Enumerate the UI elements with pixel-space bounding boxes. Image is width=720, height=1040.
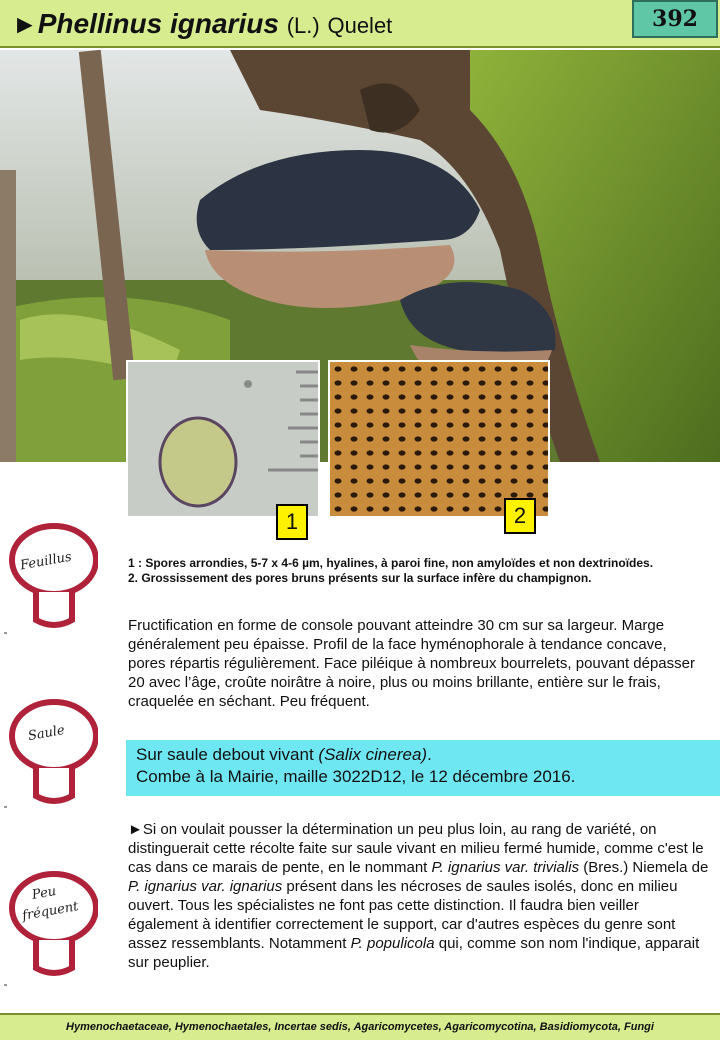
arrow-icon: ► [12, 9, 38, 39]
habitat-text: Sur saule debout vivant [136, 745, 319, 764]
page-number: 392 [632, 0, 718, 38]
author-paren: (L.) [286, 13, 320, 38]
habitat-latin: (Salix cinerea) [318, 745, 428, 764]
habitat-box [126, 740, 720, 796]
description-paragraph: Fructification en forme de console pouvant atteindre 30 cm sur sa largeur. Marge généralement peu épaisse. Profil de la face hyménophorale à tendance concave, pores répartis régulièrement. Face piléique à nombreux bourrelets, pouvant dépasser 20 avec l’âge, croûte noirâtre à noire, plus ou moins brillante, entière sur le frais, craquelée en séchant. Peu fréquent. [128, 617, 695, 710]
species-name: Phellinus ignarius [37, 8, 279, 39]
badge-feuillus [6, 520, 98, 630]
note-text-4: qui, comme son nom l'indique, apparait sur peuplier. [128, 935, 700, 971]
note-latin-3: P. populicola [350, 935, 435, 952]
inset-number-1: 1 [276, 504, 308, 540]
divider-mark [4, 984, 7, 986]
note-latin-1: P. ignarius var. trivialis [431, 859, 580, 876]
note-text-2: (Bres.) Niemela de [579, 859, 709, 876]
divider-mark [4, 632, 7, 634]
species-title [12, 8, 392, 40]
photo-caption [128, 556, 698, 586]
note-text-1: ►Si on voulait pousser la détermination un peu plus loin, au rang de variété, on distinguerait cette récolte faite sur saule vivant en milieu fermé humide, comme c'est le cas dans ce marais de pente, en le nommant [128, 821, 704, 876]
note-latin-2: P. ignarius var. ignarius [128, 878, 283, 895]
taxonomy-footer: Hymenochaetaceae, Hymenochaetales, Incertae sedis, Agaricomycetes, Agaricomycotina, Basidiomycota, Fungi [0, 1013, 720, 1040]
page-header [0, 0, 720, 48]
mushroom-icon [6, 520, 98, 630]
badge-label-peu: Peu [30, 884, 58, 903]
caption-line-2: 2. Grossissement des pores bruns présents sur la surface infère du champignon. [128, 571, 592, 585]
badge-label-saule: Saule [26, 722, 66, 745]
spore-micrograph [126, 360, 320, 518]
caption-line-1: 1 : Spores arrondies, 5-7 x 4-6 µm, hyalines, à paroi fine, non amyloïdes et non dextrinoïdes. [128, 556, 654, 570]
habitat-line-2: Combe à la Mairie, maille 3022D12, le 12 décembre 2016. [136, 767, 576, 786]
inset-number-2: 2 [504, 498, 536, 534]
badge-saule [6, 696, 98, 806]
spore-illustration [128, 362, 318, 516]
mushroom-icon [6, 696, 98, 806]
badge-label-feuillus: Feuillus [19, 549, 73, 574]
author-name: Quelet [327, 13, 393, 38]
note-text-3: présent dans les nécroses de saules isolés, donc en milieu ouvert. Tous les spécialistes ne font pas cette distinction. Il faudra bien veiller également à identifier correctement le support, car d'autres espèces du genre sont assez ressemblants. Notamment [128, 878, 678, 952]
badge-label-frequent: fréquent [21, 899, 80, 924]
habitat-period: . [427, 745, 432, 764]
pore-micrograph [328, 360, 550, 518]
pore-illustration [330, 362, 548, 516]
habitat-line-1 [136, 744, 710, 766]
variety-note [128, 820, 712, 972]
badge-peu-frequent [6, 868, 98, 978]
divider-mark [4, 806, 7, 808]
